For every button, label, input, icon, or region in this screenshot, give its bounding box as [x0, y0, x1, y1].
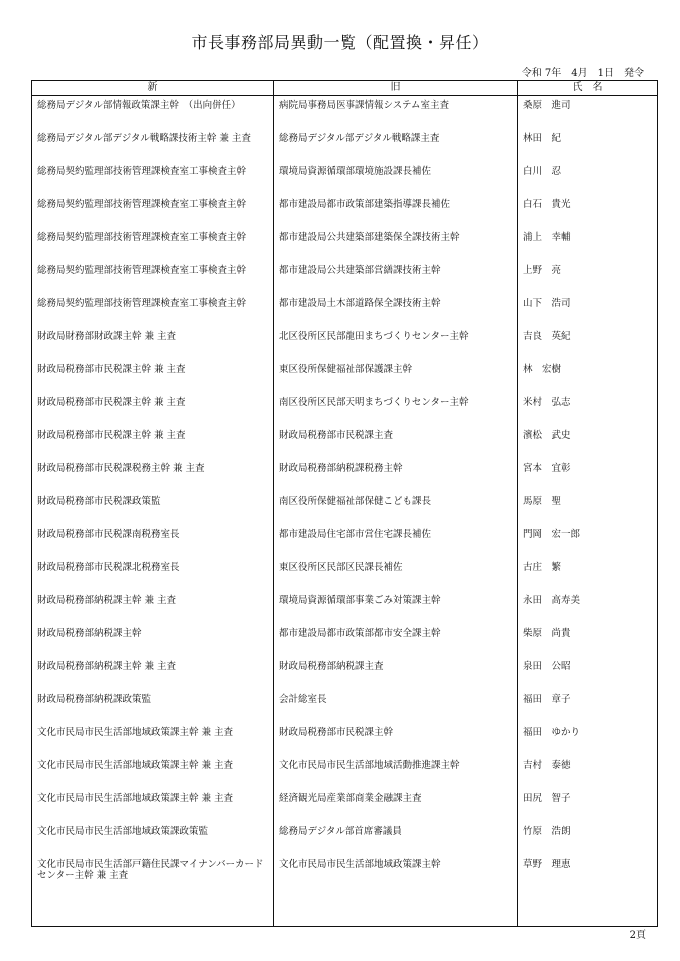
person-name: 柴原 尚貴: [518, 624, 658, 657]
table-row: [32, 261, 658, 294]
table-row: [32, 756, 658, 789]
person-name: 門岡 宏一郎: [518, 525, 658, 558]
new-position: 文化市民局市民生活部地域政策課主幹 兼 主査: [32, 723, 274, 756]
table-row: [32, 657, 658, 690]
new-position: 財政局税務部市民税課北税務室長: [32, 558, 274, 591]
table-row: [32, 129, 658, 162]
empty-cell: [274, 888, 518, 927]
person-name: 竹原 浩朗: [518, 822, 658, 855]
new-position: 総務局契約監理部技術管理課検査室工事検査主幹: [32, 195, 274, 228]
new-position: 総務局契約監理部技術管理課検査室工事検査主幹: [32, 294, 274, 327]
transfer-table: [31, 80, 658, 927]
person-name: 福田 ゆかり: [518, 723, 658, 756]
person-name: 泉田 公昭: [518, 657, 658, 690]
person-name: 吉良 英紀: [518, 327, 658, 360]
table-row: [32, 789, 658, 822]
table-row: [32, 360, 658, 393]
new-position: 文化市民局市民生活部地域政策課政策監: [32, 822, 274, 855]
old-position: 環境局資源循環部環境施設課長補佐: [274, 162, 518, 195]
old-position: 南区役所区民部天明まちづくりセンター主幹: [274, 393, 518, 426]
table-row: [32, 393, 658, 426]
person-name: 林田 紀: [518, 129, 658, 162]
table-row: [32, 492, 658, 525]
person-name: 山下 浩司: [518, 294, 658, 327]
person-name: 福田 章子: [518, 690, 658, 723]
header-old: 旧: [274, 81, 518, 96]
table-row: [32, 723, 658, 756]
old-position: 財政局税務部市民税課主査: [274, 426, 518, 459]
person-name: 濱松 武史: [518, 426, 658, 459]
table-row: [32, 690, 658, 723]
old-position: 財政局税務部納税課主査: [274, 657, 518, 690]
old-position: 財政局税務部市民税課主幹: [274, 723, 518, 756]
old-position: 財政局税務部納税課税務主幹: [274, 459, 518, 492]
header-new: 新: [32, 81, 274, 96]
empty-row: [32, 888, 658, 927]
old-position: 文化市民局市民生活部地域活動推進課主幹: [274, 756, 518, 789]
person-name: 永田 高寿美: [518, 591, 658, 624]
page-number: 2頁: [629, 930, 646, 941]
table-row: [32, 855, 658, 888]
table-row: [32, 228, 658, 261]
person-name: 米村 弘志: [518, 393, 658, 426]
header-row: [32, 81, 658, 96]
table-row: [32, 96, 658, 130]
person-name: 田尻 智子: [518, 789, 658, 822]
old-position: 都市建設局公共建築部営繕課技術主幹: [274, 261, 518, 294]
old-position: 東区役所保健福祉部保護課主幹: [274, 360, 518, 393]
document-title: 市長事務部局異動一覧（配置換・昇任）: [191, 33, 489, 52]
table-row: [32, 327, 658, 360]
old-position: 北区役所区民部龍田まちづくりセンター主幹: [274, 327, 518, 360]
old-position: 会計総室長: [274, 690, 518, 723]
new-position: 財政局税務部市民税課主幹 兼 主査: [32, 426, 274, 459]
person-name: 上野 亮: [518, 261, 658, 294]
old-position: 総務局デジタル部デジタル戦略課主査: [274, 129, 518, 162]
new-position: 総務局契約監理部技術管理課検査室工事検査主幹: [32, 228, 274, 261]
new-position: 総務局デジタル部デジタル戦略課技術主幹 兼 主査: [32, 129, 274, 162]
person-name: 馬原 聖: [518, 492, 658, 525]
new-position: 財政局税務部市民税課政策監: [32, 492, 274, 525]
old-position: 都市建設局公共建築部建築保全課技術主幹: [274, 228, 518, 261]
empty-cell: [32, 888, 274, 927]
old-position: 文化市民局市民生活部地域政策課主幹: [274, 855, 518, 888]
new-position: 文化市民局市民生活部地域政策課主幹 兼 主査: [32, 789, 274, 822]
old-position: 環境局資源循環部事業ごみ対策課主幹: [274, 591, 518, 624]
person-name: 吉村 泰徳: [518, 756, 658, 789]
person-name: 白川 忍: [518, 162, 658, 195]
person-name: 浦上 幸輔: [518, 228, 658, 261]
table-row: [32, 558, 658, 591]
new-position: 財政局税務部市民税課主幹 兼 主査: [32, 393, 274, 426]
person-name: 草野 理恵: [518, 855, 658, 888]
table-row: [32, 294, 658, 327]
new-position: 文化市民局市民生活部戸籍住民課マイナンバーカードセンター主幹 兼 主査: [32, 855, 274, 888]
new-position: 財政局税務部市民税課南税務室長: [32, 525, 274, 558]
new-position: 財政局税務部市民税課主幹 兼 主査: [32, 360, 274, 393]
table-row: [32, 459, 658, 492]
new-position: 財政局財務部財政課主幹 兼 主査: [32, 327, 274, 360]
old-position: 病院局事務局医事課情報システム室主査: [274, 96, 518, 130]
table-row: [32, 822, 658, 855]
table-row: [32, 525, 658, 558]
table-row: [32, 624, 658, 657]
person-name: 古庄 繁: [518, 558, 658, 591]
new-position: 文化市民局市民生活部地域政策課主幹 兼 主査: [32, 756, 274, 789]
table-row: [32, 591, 658, 624]
new-position: 総務局デジタル部情報政策課主幹 （出向併任）: [32, 96, 274, 130]
new-position: 財政局税務部市民税課税務主幹 兼 主査: [32, 459, 274, 492]
old-position: 東区役所区民部区民課長補佐: [274, 558, 518, 591]
old-position: 都市建設局住宅部市営住宅課長補佐: [274, 525, 518, 558]
person-name: 宮本 宜彰: [518, 459, 658, 492]
table-row: [32, 195, 658, 228]
table-row: [32, 426, 658, 459]
new-position: 財政局税務部納税課主幹 兼 主査: [32, 591, 274, 624]
old-position: 経済観光局産業部商業金融課主査: [274, 789, 518, 822]
new-position: 総務局契約監理部技術管理課検査室工事検査主幹: [32, 261, 274, 294]
person-name: 白石 貴光: [518, 195, 658, 228]
new-position: 財政局税務部納税課主幹: [32, 624, 274, 657]
new-position: 財政局税務部納税課政策監: [32, 690, 274, 723]
old-position: 都市建設局都市政策部建築指導課長補佐: [274, 195, 518, 228]
new-position: 総務局契約監理部技術管理課検査室工事検査主幹: [32, 162, 274, 195]
old-position: 総務局デジタル部首席審議員: [274, 822, 518, 855]
empty-cell: [518, 888, 658, 927]
header-name: 氏 名: [518, 81, 658, 96]
old-position: 南区役所保健福祉部保健こども課長: [274, 492, 518, 525]
table-row: [32, 162, 658, 195]
person-name: 林 宏樹: [518, 360, 658, 393]
new-position: 財政局税務部納税課主幹 兼 主査: [32, 657, 274, 690]
old-position: 都市建設局土木部道路保全課技術主幹: [274, 294, 518, 327]
person-name: 桑原 進司: [518, 96, 658, 130]
issue-date: 令和 7年 4月 1日 発令: [521, 68, 644, 79]
old-position: 都市建設局都市政策部都市安全課主幹: [274, 624, 518, 657]
